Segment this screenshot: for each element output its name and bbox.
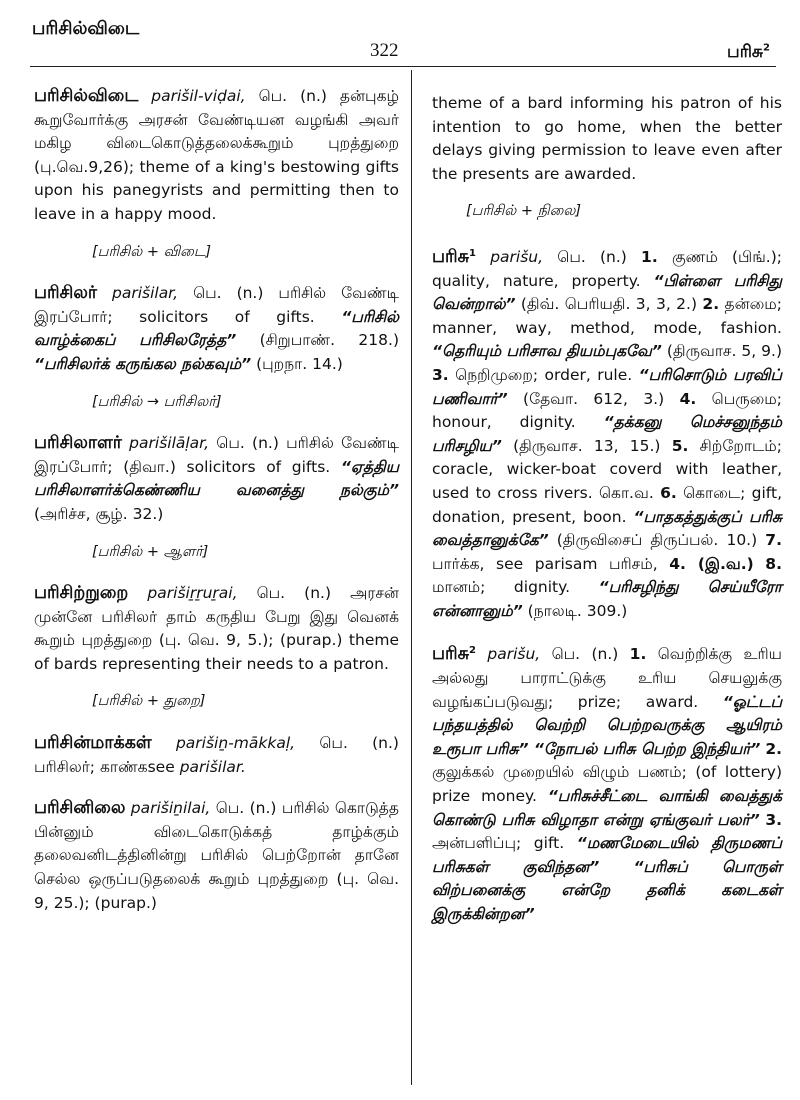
quotation: “பரிசுச்சீட்டை வாங்கி வைத்துக் கொண்டு பரிசு விழாதா என்று ஏங்குவர் பலர்” [432, 787, 783, 829]
transliteration: parišu, [487, 645, 541, 664]
transliteration: parišilar, [111, 284, 179, 303]
dictionary-entry [34, 582, 399, 676]
homograph-number: 2 [469, 645, 477, 657]
header-left-guideword: பரிசில்விடை [32, 18, 140, 39]
citation: (புறநா. 14.) [256, 354, 343, 373]
sense: நெறிமுறை; order, rule. [455, 365, 633, 384]
dictionary-entry [34, 432, 399, 526]
headword: பரிசிற்றுறை [34, 583, 129, 604]
page-header [0, 0, 800, 70]
dictionary-entry [432, 246, 782, 624]
quotation: “பரிசில் வாழ்க்கைப் பரிசிலரேத்த” [34, 307, 399, 350]
sense-number: 7. [765, 531, 782, 550]
sense-number: 1. [629, 645, 647, 664]
citation: (திருவாச. 13, 15.) [513, 436, 661, 455]
sense: தன்மை; manner, way, method, mode, fashion. [432, 295, 783, 337]
sense: கொடை; gift, donation, present, boon. [432, 483, 782, 526]
etymology: [பரிசில் + துறை] [92, 693, 206, 710]
citation: (நாலடி. 309.) [527, 601, 628, 620]
transliteration: parišiṟṟuṟai, [147, 584, 238, 603]
header-right-guideword [727, 42, 770, 64]
quotation: “பரிசொடும் பரவிப் பணிவார்” [432, 365, 782, 408]
dictionary-entry [432, 643, 782, 926]
citation: (சிறுபாண். 218.) [259, 331, 399, 350]
sense: அன்பளிப்பு; gift. [432, 834, 565, 853]
right-column [432, 92, 782, 927]
part-of-speech: பெ. (n.) [557, 247, 627, 266]
citation: (திருவிசைப் திருப்பல். 10.) [556, 531, 758, 550]
dictionary-entry [34, 85, 399, 227]
quotation: “தக்கனு மெச்சனுந்தம் பரிசழிய” [432, 413, 783, 455]
sense: பெருமை; honour, dignity. [432, 389, 782, 432]
etymology: [பரிசில் + நிலை] [466, 203, 582, 220]
sense-number: 5. [671, 436, 689, 455]
quotation: “மணமேடையில் திருமணப் பரிசுகள் குவிந்தன” “பரிசுப் பொருள் விற்பனைக்கு என்றே தனிக் கடைகள் இருக்கின்றன” [432, 834, 782, 923]
header-right-superscript: 2 [763, 42, 770, 54]
dictionary-entry [34, 282, 399, 376]
part-of-speech: பெ. (n.) [215, 799, 277, 818]
cross-reference: parišilar. [179, 757, 246, 776]
sense: குணம் (பிங்.); quality, nature, property. [432, 247, 782, 290]
sense: மானம்; dignity. [432, 578, 571, 597]
entry-continuation: theme of a bard informing his patron of his intention to go home, when the better delays giving permission to leave even after the presents are awarded. [432, 94, 782, 183]
sense-number: 2. [702, 295, 720, 314]
sense-number: 3. [765, 810, 782, 829]
dictionary-entry [34, 797, 399, 915]
definition: பரிசில் வேண்டி இரப்போர்; solicitors of gifts. [34, 284, 399, 326]
part-of-speech: பெ. (n.) [216, 434, 279, 453]
definition: பரிசில் கொடுத்த பின்னும் விடைகொடுக்கத் தாழ்க்கும் தலைவனிடத்தினின்று பரிசில் பெற்றோன் தானே செல்ல ஒருப்படுதலைக் கூறும் புறத்துறை (பு. வெ. 9, 25.); (purap.) [34, 799, 399, 912]
definition: பரிசில் வேண்டி இரப்போர்; (திவா.) solicitors of gifts. [34, 434, 399, 476]
definition: பரிசிலர்; காண்கsee [34, 757, 175, 776]
etymology: [பரிசில் + விடை] [92, 243, 212, 260]
sense-number: 8. [765, 554, 782, 573]
part-of-speech: பெ. (n.) [551, 645, 619, 664]
citation: (திருவாச. 5, 9.) [666, 342, 782, 361]
part-of-speech: பெ. (n.) [258, 87, 327, 105]
sense-number: 3. [432, 365, 449, 384]
part-of-speech: பெ. (n.) [256, 584, 332, 603]
headword: பரிசு [432, 246, 470, 267]
homograph-number: 1 [469, 247, 477, 259]
sense: பார்க்க, see parisam பரிசம், [432, 554, 658, 573]
left-column [34, 85, 399, 915]
sense: குலுக்கல் முறையில் விழும் பணம்; (of lottery) prize money. [432, 763, 782, 806]
quotation: “பாதகத்துக்குப் பரிசு வைத்தானுக்கே” [432, 507, 782, 550]
headword: பரிசில்விடை [34, 86, 139, 106]
column-divider [411, 70, 412, 1085]
sense: சிற்றோடம்; coracle, wicker-boat coverd with leather, used to cross rivers. கொ.வ. [432, 436, 782, 502]
transliteration: parišu, [490, 247, 544, 266]
header-rule [30, 66, 776, 67]
header-right-word: பரிசு [727, 42, 764, 62]
sense-number: 1. [641, 247, 658, 266]
headword: பரிசிலாளர் [34, 433, 122, 454]
page-number: 322 [370, 40, 399, 61]
part-of-speech: பெ. (n.) [193, 284, 264, 303]
quotation: “தெரியும் பரிசாவ தியம்புகவே” [432, 342, 662, 361]
quotation: “பரிசிலர்க் கருங்கல நல்கவும்” [34, 354, 252, 373]
definition: தன்புகழ் கூறுவோர்க்கு அரசன் வேண்டியன வழங்கி அவர் மகிழ விடைகொடுத்தலைக்கூறும் புறத்துறை (பு.வெ.9,26); theme of a king's bestowing gifts upon his panegyrists and permitting then to leave in a happy mood. [34, 87, 399, 223]
etymology: [பரிசில் + ஆளர்] [92, 543, 209, 560]
headword: பரிசிலர் [34, 283, 97, 304]
sense-number: 6. [660, 483, 677, 502]
headword: பரிசு [432, 644, 470, 665]
transliteration: parišiṉ-mākkaḷ, [175, 734, 296, 753]
quotation: “பரிசழிந்து செய்யீரோ என்னானும்” [432, 578, 782, 620]
transliteration: parišiṉilai, [130, 799, 211, 818]
quotation: “பிள்ளை பரிசிது வென்றால்” [432, 271, 782, 314]
part-of-speech: பெ. (n.) [319, 734, 399, 753]
quotation: “ஏத்திய பரிசிலாளர்க்கெண்ணிய வனைத்து நல்கும்” [34, 457, 399, 500]
dictionary-entry [34, 732, 399, 779]
sense-reference: 4. (இ.வ.) [669, 554, 754, 573]
transliteration: parišilāḷar, [129, 434, 210, 453]
headword: பரிசினிலை [34, 798, 126, 819]
definition: அரசன் முன்னே பரிசிலர் தாம் கருதிய பேறு இது வெனக் கூறும் புறத்துறை (பு. வெ. 9, 5.); (purap.) theme of bards representing their needs to a patron. [34, 584, 399, 673]
sense-number: 2. [765, 739, 782, 758]
transliteration: parišil-viḍai, [151, 87, 246, 105]
citation: (அரிச்ச, சூழ். 32.) [34, 504, 164, 523]
sense-number: 4. [679, 389, 697, 408]
citation: (தேவா. 612, 3.) [523, 389, 665, 408]
headword: பரிசின்மாக்கள் [34, 733, 152, 754]
citation: (திவ். பெரியதி. 3, 3, 2.) [520, 295, 698, 314]
etymology: [பரிசில் → பரிசிலர்] [92, 393, 222, 410]
quotation: “ஓட்டப் பந்தயத்தில் வெற்றி பெற்றவருக்கு ஆயிரம் உரூபா பரிசு” “நோபல் பரிசு பெற்ற இந்தியர்” [432, 692, 782, 758]
sense: வெற்றிக்கு உரிய அல்லது பாராட்டுக்கு உரிய செயலுக்கு வழங்கப்படுவது; prize; award. [432, 645, 782, 711]
